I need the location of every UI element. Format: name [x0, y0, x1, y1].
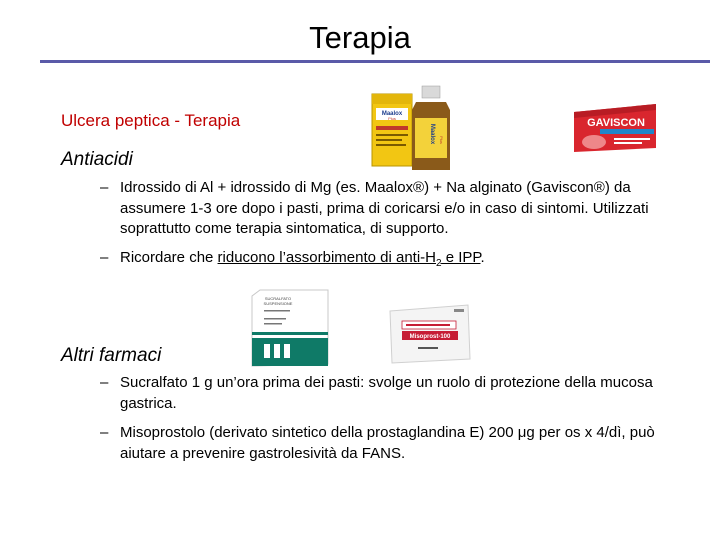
- bullet-text: Idrossido di Al + idrossido di Mg (es. Maalox®) + Na alginato (Gaviscon®) da assumere 1-3 ore dopo i pasti, prima di coricarsi e/o in caso di sintomi. Utilizzati soprattutto come terapia sintomatica, di supporto.: [120, 179, 649, 237]
- maalox-bottle-sub: Plus: [439, 136, 444, 144]
- misoprost-illustration: [388, 303, 472, 365]
- bullet-altri-2: [100, 423, 700, 467]
- section-heading-altri-farmaci: Altri farmaci: [61, 345, 162, 366]
- maalox-box-sub: Plus: [388, 116, 396, 121]
- underlined-text: [217, 249, 481, 269]
- bullet-dash: –: [100, 179, 109, 196]
- gaviscon-illustration: [570, 102, 660, 154]
- bullet-antiacidi-1: [100, 178, 700, 242]
- section-heading-antiacidi: Antiacidi: [61, 149, 133, 170]
- subscript: 2: [435, 258, 442, 269]
- maalox-illustration: [370, 84, 460, 174]
- sucralfato-illustration: [250, 288, 332, 368]
- underlined-part-a: riducono l’assorbimento di anti-H: [217, 249, 436, 266]
- bullet-antiacidi-2: [100, 248, 700, 270]
- gaviscon-image: [570, 102, 660, 154]
- underlined-part-b: e IPP: [441, 249, 481, 266]
- misoprost-image: [388, 303, 472, 365]
- bullet-dash: –: [100, 249, 109, 266]
- bullet-dash: –: [100, 374, 109, 391]
- text-before: Ricordare che: [120, 249, 218, 266]
- sucralfato-label-2: SUSPENSIONE: [263, 301, 293, 306]
- maalox-bottle-brand: Maalox: [429, 123, 435, 145]
- gaviscon-brand: GAVISCON: [587, 117, 645, 129]
- title-rule: [40, 60, 710, 63]
- bullet-text: [120, 248, 700, 275]
- slide-subtitle: Ulcera peptica - Terapia: [61, 111, 241, 130]
- maalox-image: [370, 84, 460, 174]
- bullet-dash: –: [100, 424, 109, 441]
- misoprost-brand: Misoprost-100: [409, 334, 451, 340]
- bullet-text: Sucralfato 1 g un’ora prima dei pasti: svolge un ruolo di protezione della mucosa gastrica.: [120, 374, 653, 412]
- slide-title: Terapia: [309, 20, 411, 55]
- bullet-altri-1: [100, 373, 700, 417]
- sucralfato-label-1: SUCRALFATO: [264, 296, 292, 301]
- sucralfato-image: [250, 288, 332, 368]
- maalox-box-brand: Maalox: [381, 111, 403, 117]
- bullet-text: Misoprostolo (derivato sintetico della prostaglandina E) 200 μg per os x 4/dì, può aiutare a prevenire gastrolesività da FANS.: [120, 424, 655, 462]
- text-after: .: [480, 249, 485, 266]
